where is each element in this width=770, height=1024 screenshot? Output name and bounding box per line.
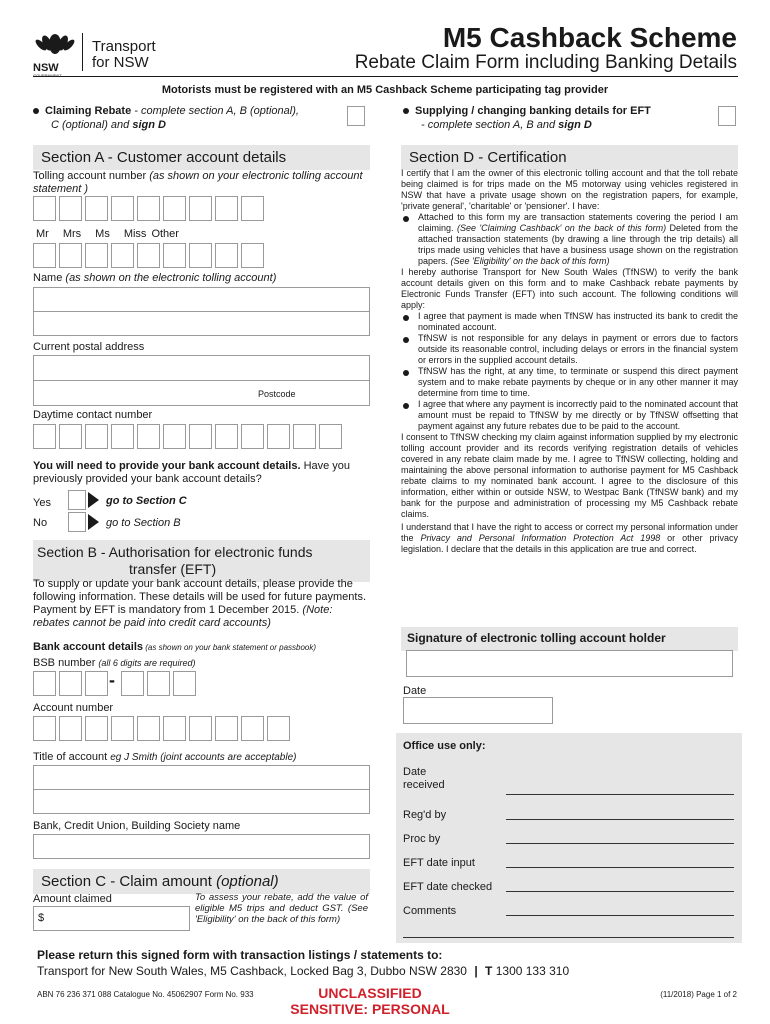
- name-hint: (as shown on the electronic tolling account): [65, 272, 277, 284]
- regd-line[interactable]: [506, 819, 734, 820]
- phone-cell[interactable]: [293, 424, 316, 449]
- return-instruction: Please return this signed form with transaction listings / statements to:: [37, 948, 443, 962]
- digit-cell[interactable]: [85, 196, 108, 221]
- title-cell[interactable]: [85, 243, 108, 268]
- condition-item: TfNSW is not responsible for any delays in payment or errors due to factors outside its reasonable control, including delays or errors in the financial system or errors in the supplied account details.: [401, 333, 738, 366]
- digit-cell[interactable]: [111, 196, 134, 221]
- phone-cell[interactable]: [111, 424, 134, 449]
- classification: [270, 985, 470, 1017]
- section-c-title-a: Section C - Claim amount: [41, 873, 217, 890]
- return-address: Transport for New South Wales, M5 Cashback, Locked Bag 3, Dubbo NSW 2830: [37, 964, 467, 978]
- bsb-cell[interactable]: [59, 671, 82, 696]
- title-cells[interactable]: [33, 243, 267, 268]
- bank-details-bold: Bank account details: [33, 641, 144, 653]
- amount-label: Amount claimed: [33, 893, 112, 905]
- comments-label: Comments: [403, 905, 457, 917]
- title-cell[interactable]: [33, 243, 56, 268]
- phone-cell[interactable]: [163, 424, 186, 449]
- eft-checked-label: EFT date checked: [403, 881, 493, 893]
- return-address-line: [37, 964, 569, 978]
- phone-cell[interactable]: [59, 424, 82, 449]
- office-title: Office use only:: [403, 740, 486, 752]
- digit-cell[interactable]: [215, 196, 238, 221]
- claim-sign: sign D: [132, 119, 166, 131]
- tolling-hint: (as shown on your electronic tolling account statement ): [33, 170, 363, 195]
- account-cell[interactable]: [215, 716, 238, 741]
- supply-sign: sign D: [558, 119, 592, 131]
- separator: |: [474, 964, 478, 978]
- title-cell[interactable]: [215, 243, 238, 268]
- digit-cell[interactable]: [241, 196, 264, 221]
- no-checkbox[interactable]: [68, 512, 86, 532]
- condition-item: TfNSW has the right, at any time, to terminate or suspend this direct payment system and to make rebate payments by cheque or in any other manner it may determine from time to time.: [401, 366, 738, 399]
- supplying-checkbox[interactable]: [718, 106, 736, 126]
- institution-field[interactable]: [33, 834, 370, 859]
- account-title-field-2[interactable]: [33, 789, 370, 814]
- logo-divider: [82, 33, 83, 71]
- bank-details-hint: (as shown on your bank statement or passbook): [143, 643, 317, 652]
- postcode-label: Postcode: [258, 389, 296, 399]
- account-cell[interactable]: [85, 716, 108, 741]
- claim-line2: C (optional) and: [51, 119, 133, 131]
- title-options: [36, 228, 179, 240]
- title-other[interactable]: Other: [151, 228, 179, 240]
- section-b-intro: [33, 578, 370, 630]
- org-line-2: for NSW: [92, 54, 149, 71]
- no-go: go to Section B: [106, 517, 181, 529]
- section-a-title: Section A - Customer account details: [33, 145, 370, 170]
- digit-cell[interactable]: [33, 196, 56, 221]
- digit-cell[interactable]: [137, 196, 160, 221]
- name-field-2[interactable]: [33, 311, 370, 336]
- date-received-line[interactable]: [506, 794, 734, 795]
- account-cell[interactable]: [189, 716, 212, 741]
- eft-checked-line[interactable]: [506, 891, 734, 892]
- arrow-right-icon: [88, 512, 100, 532]
- bsb-cell[interactable]: [147, 671, 170, 696]
- phone-cell[interactable]: [267, 424, 290, 449]
- logo-nsw-text: NSW: [33, 62, 59, 74]
- phone-prefix: T: [485, 964, 493, 978]
- title-mrs[interactable]: Mrs: [62, 228, 82, 240]
- waratah-icon: [33, 30, 78, 58]
- nsw-logo: [33, 30, 78, 72]
- bsb-cell[interactable]: [121, 671, 144, 696]
- title-cell[interactable]: [137, 243, 160, 268]
- claim-rest: - complete section A, B (optional),: [131, 105, 299, 117]
- tolling-account-cells[interactable]: [33, 196, 267, 221]
- bsb-dash: -: [109, 670, 115, 690]
- claim-bold: Claiming Rebate: [45, 105, 132, 117]
- eft-input-line[interactable]: [506, 867, 734, 868]
- certification-text: [401, 168, 738, 555]
- title-cell[interactable]: [59, 243, 82, 268]
- title-ms[interactable]: Ms: [95, 228, 110, 240]
- proc-label: Proc by: [403, 833, 441, 845]
- signature-field[interactable]: [406, 650, 733, 677]
- classification-1: UNCLASSIFIED: [318, 985, 422, 1001]
- date-label: Date: [403, 685, 427, 697]
- bsb-cell[interactable]: [85, 671, 108, 696]
- classification-2: SENSITIVE: PERSONAL: [290, 1001, 450, 1017]
- eft-input-label: EFT date input: [403, 857, 475, 869]
- p4c: or other privacy legislation. I declare that the details in this application are true and correct.: [401, 533, 739, 554]
- page-title: M5 Cashback Scheme: [442, 22, 737, 53]
- yes-label: Yes: [33, 497, 51, 509]
- bullet-icon: [33, 108, 39, 114]
- dollar-sign: $: [38, 912, 45, 924]
- bsb-hint: (all 6 digits are required): [98, 658, 196, 668]
- account-label: Account number: [33, 702, 114, 714]
- tolling-text: Tolling account number: [33, 170, 150, 182]
- bank-question-bold: You will need to provide your bank account details.: [33, 460, 301, 472]
- page-subtitle: Rebate Claim Form including Banking Details: [354, 52, 737, 73]
- phone-cell[interactable]: [215, 424, 238, 449]
- account-cells[interactable]: [33, 716, 293, 741]
- header-rule: [33, 76, 738, 77]
- cert-consent: I consent to TfNSW checking my claim against information supplied by my electronic tolling account provider and its records verifying registration details of vehicles covered in any rebate claim made by me. I agree to TfNSW collecting, holding and maintaining the above personal information to authorise payment for M5 Cashback rebate claims to my nominated bank account. I agree to the disclosure of this information, either within or outside NSW, to Westpac Bank (TfNSW bank) and my bank for the purpose and administration of processing my M5 Cashback rebate claims.: [401, 432, 738, 519]
- account-cell[interactable]: [59, 716, 82, 741]
- phone-cell[interactable]: [241, 424, 264, 449]
- account-title-label: [33, 751, 296, 763]
- phone-cell[interactable]: [319, 424, 342, 449]
- option-claiming: [33, 104, 343, 132]
- title-cell[interactable]: [163, 243, 186, 268]
- postal-field-1[interactable]: [33, 355, 370, 381]
- digit-cell[interactable]: [189, 196, 212, 221]
- bank-question-rest: Have you previously provided your bank account details?: [33, 460, 351, 485]
- bsb-cells-2[interactable]: [121, 671, 199, 696]
- cert-authorise: I hereby authorise Transport for New South Wales (TfNSW) to verify the bank account details given on this form and to make Cashback rebate payments by Electronic Funds Transfer (EFT) into such account. The following conditions will apply:: [401, 267, 738, 310]
- intro-text: To supply or update your bank account details, please provide the following information. These details will be used for future payments. Payment by EFT is mandatory from 1 December 2015.: [33, 578, 367, 616]
- no-label: No: [33, 517, 48, 529]
- title-cell[interactable]: [111, 243, 134, 268]
- phone-cell[interactable]: [33, 424, 56, 449]
- title-cell[interactable]: [189, 243, 212, 268]
- intro-note: (Note: rebates cannot be paid into credit card accounts): [33, 604, 333, 629]
- section-c-title: [33, 869, 370, 894]
- tolling-label: [33, 170, 370, 196]
- cert-privacy: [401, 522, 738, 555]
- account-cell[interactable]: [163, 716, 186, 741]
- option-supplying: [403, 104, 713, 132]
- institution-label: Bank, Credit Union, Building Society name: [33, 820, 241, 832]
- yes-go: go to Section C: [106, 495, 187, 507]
- arrow-right-icon: [88, 490, 100, 510]
- bsb-text: BSB number: [33, 657, 99, 669]
- date-field[interactable]: [403, 697, 553, 724]
- supply-line2: - complete section A, B and: [421, 119, 559, 131]
- bullet-icon: [403, 108, 409, 114]
- amount-note: To assess your rebate, add the value of eligible M5 trips and deduct GST. (See 'Eligibility' on the back of this form): [195, 892, 368, 925]
- phone-label: Daytime contact number: [33, 409, 153, 421]
- name-text: Name: [33, 272, 66, 284]
- amount-field[interactable]: [33, 906, 190, 931]
- comments-line-2[interactable]: [403, 937, 734, 938]
- condition-item: I agree that payment is made when TfNSW has instructed its bank to credit the nominated account.: [401, 311, 738, 333]
- b1a: Attached to this form my are transaction statements covering the period I am claiming.: [418, 212, 738, 233]
- account-cell[interactable]: [267, 716, 290, 741]
- account-cell[interactable]: [241, 716, 264, 741]
- account-title-field-1[interactable]: [33, 765, 370, 790]
- footer-abn: ABN 76 236 371 088 Catalogue No. 45062907 Form No. 933: [37, 990, 254, 999]
- org-name: [92, 39, 156, 71]
- account-cell[interactable]: [137, 716, 160, 741]
- supply-bold: Supplying / changing banking details for EFT: [415, 105, 651, 117]
- postal-field-2[interactable]: [33, 380, 370, 406]
- title-miss[interactable]: Miss: [123, 228, 147, 240]
- cert-have-list: [401, 212, 738, 267]
- account-title-text: Title of account: [33, 751, 111, 763]
- phone-cells[interactable]: [33, 424, 345, 449]
- name-field-1[interactable]: [33, 287, 370, 312]
- regd-label: Reg'd by: [403, 809, 447, 821]
- title-cell[interactable]: [241, 243, 264, 268]
- section-b-title-1: Section B - Authorisation for electronic funds: [37, 544, 313, 560]
- cert-have-item: [401, 212, 738, 267]
- b1c: Deleted from the attached transaction statements (by drawing a line through the trip details) all trips made using vehicles that have a business usage shown on the registration papers.: [418, 223, 738, 266]
- date-received-label: Date received: [403, 766, 445, 791]
- section-b-title: [33, 540, 370, 582]
- cert-conditions: [401, 311, 738, 432]
- org-line-1: Transport: [92, 38, 156, 55]
- comments-line-1[interactable]: [506, 915, 734, 916]
- bank-question: [33, 460, 370, 486]
- digit-cell[interactable]: [59, 196, 82, 221]
- digit-cell[interactable]: [163, 196, 186, 221]
- bank-details-label: [33, 637, 316, 655]
- bsb-cell[interactable]: [173, 671, 196, 696]
- phone-cell[interactable]: [189, 424, 212, 449]
- section-d-title: Section D - Certification: [401, 145, 738, 170]
- section-c-title-b: (optional): [216, 873, 279, 890]
- p4b: Privacy and Personal Information Protection Act 1998: [420, 533, 661, 543]
- phone-cell[interactable]: [85, 424, 108, 449]
- condition-item: I agree that where any payment is incorrectly paid to the nominated account that amount must be repaid to TfNSW by me directly or by TfNSW offsetting that payment against any future rebates due to be paid to the account.: [401, 399, 738, 432]
- b1b: (See 'Claiming Cashback' on the back of this form): [456, 223, 667, 233]
- bsb-label: [33, 657, 195, 669]
- phone-number: 1300 133 310: [495, 964, 570, 978]
- yes-checkbox[interactable]: [68, 490, 86, 510]
- bsb-cell[interactable]: [33, 671, 56, 696]
- b1d: (See 'Eligibility' on the back of this form): [450, 256, 610, 266]
- claiming-checkbox[interactable]: [347, 106, 365, 126]
- account-title-hint: eg J Smith (joint accounts are acceptable): [110, 752, 297, 763]
- notice: Motorists must be registered with an M5 Cashback Scheme participating tag provider: [161, 84, 609, 96]
- p4a: I understand that I have the right to access or correct my personal information under the: [401, 522, 738, 543]
- bsb-cells-1[interactable]: [33, 671, 111, 696]
- title-mr[interactable]: Mr: [36, 228, 49, 240]
- account-cell[interactable]: [111, 716, 134, 741]
- name-label: [33, 272, 276, 284]
- postal-label: Current postal address: [33, 341, 145, 353]
- signature-title: Signature of electronic tolling account holder: [401, 627, 738, 651]
- footer-date-page: (11/2018) Page 1 of 2: [660, 990, 737, 999]
- phone-cell[interactable]: [137, 424, 160, 449]
- account-cell[interactable]: [33, 716, 56, 741]
- section-b-title-2: transfer (EFT): [129, 561, 217, 577]
- proc-line[interactable]: [506, 843, 734, 844]
- cert-intro: I certify that I am the owner of this electronic tolling account and that the toll rebate being claimed is for trips made on the M5 motorway using vehicles registered in NSW that have a private usage shown on the registration papers, for example, 'private general', 'charitable' or 'pensioner'. I have:: [401, 168, 738, 211]
